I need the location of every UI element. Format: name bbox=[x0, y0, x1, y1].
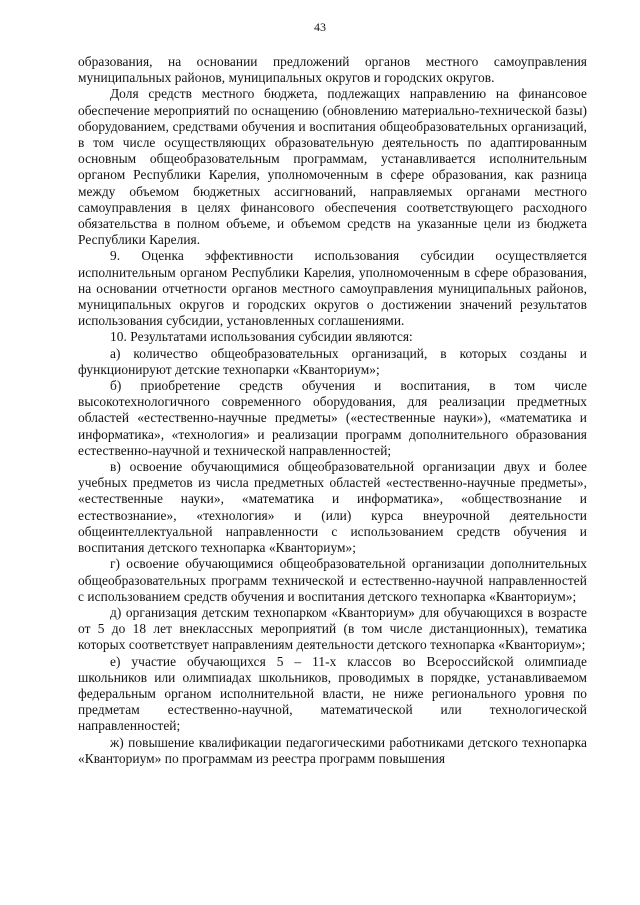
paragraph-item-10: 10. Результатами использования субсидии являются: bbox=[110, 329, 413, 345]
paragraph-subitem-zh: ж) повышение квалификации педагогическими работниками детского технопарка «Кванториум» по программам из реестра программ повышения bbox=[78, 734, 587, 766]
document-body bbox=[78, 54, 587, 767]
paragraph-subitem-a: а) количество общеобразовательных организаций, в которых созданы и функционируют детские технопарки «Кванториум»; bbox=[78, 345, 587, 377]
page-number: 43 bbox=[314, 20, 326, 34]
paragraph-continuation: образования, на основании предложений органов местного самоуправления муниципальных районов, муниципальных округов и городских округов. bbox=[78, 54, 587, 86]
paragraph-local-budget-share: Доля средств местного бюджета, подлежащих направлению на финансовое обеспечение мероприятий по оснащению (обновлению материально-технической базы) оборудованием, средствами обучения и воспитания общеобразовательных организаций, в том числе осуществляющих образовательную деятельность по адаптированным основным общеобразовательным программам, устанавливается исполнительным органом Республики Карелия, уполномоченным в сфере образования, как разница между объемом бюджетных ассигнований, направляемых органами местного самоуправления в целях финансового обеспечения соответствующего расходного обязательства в полном объеме, и объемом средств на указанные цели из бюджета Республики Карелия. bbox=[78, 86, 587, 248]
paragraph-item-9: 9. Оценка эффективности использования субсидии осуществляется исполнительным органом Республики Карелия, уполномоченным в сфере образования, на основании отчетности органов местного самоуправления муниципальных районов, муниципальных округов и городских округов о достижении значений результатов использования субсидии, установленных соглашениями. bbox=[78, 248, 587, 329]
paragraph-subitem-b: б) приобретение средств обучения и воспитания, в том числе высокотехнологичного современного оборудования, для реализации предметных областей «естественно-научные предметы» («естественные науки»), «математика и информатика», «технология» и реализации программ дополнительного образования естественно-научной и технической направленностей; bbox=[78, 378, 587, 458]
paragraph-subitem-d: д) организация детским технопарком «Кванториум» для обучающихся в возрасте от 5 до 18 лет внеклассных мероприятий (в том числе дистанционных), тематика которых соответствует направлениям деятельности детского технопарка «Кванториум»; bbox=[78, 604, 587, 653]
paragraph-subitem-v: в) освоение обучающимися общеобразовательной организации двух и более учебных предметов из числа предметных областей «естественно-научные предметы», «естественные науки», «математика и информатика», «обществознание и естествознание», «технология» и (или) курса внеурочной деятельности общеинтеллектуальной направленности с использованием средств обучения и воспитания детского технопарка «Кванториум»; bbox=[78, 459, 587, 556]
paragraph-subitem-g: г) освоение обучающимися общеобразовательной организации дополнительных общеобразовательных программ технической и естественно-научной направленностей с использованием средств обучения и воспитания детского технопарка «Кванториум»; bbox=[78, 556, 587, 604]
paragraph-subitem-e: е) участие обучающихся 5 – 11-х классов во Всероссийской олимпиаде школьников или олимпиадах школьников, проводимых в порядке, устанавливаемом федеральным органом исполнительной власти, не ниже регионального уровня по предметам естественно-научной, математической или технологической направленностей; bbox=[78, 653, 587, 734]
